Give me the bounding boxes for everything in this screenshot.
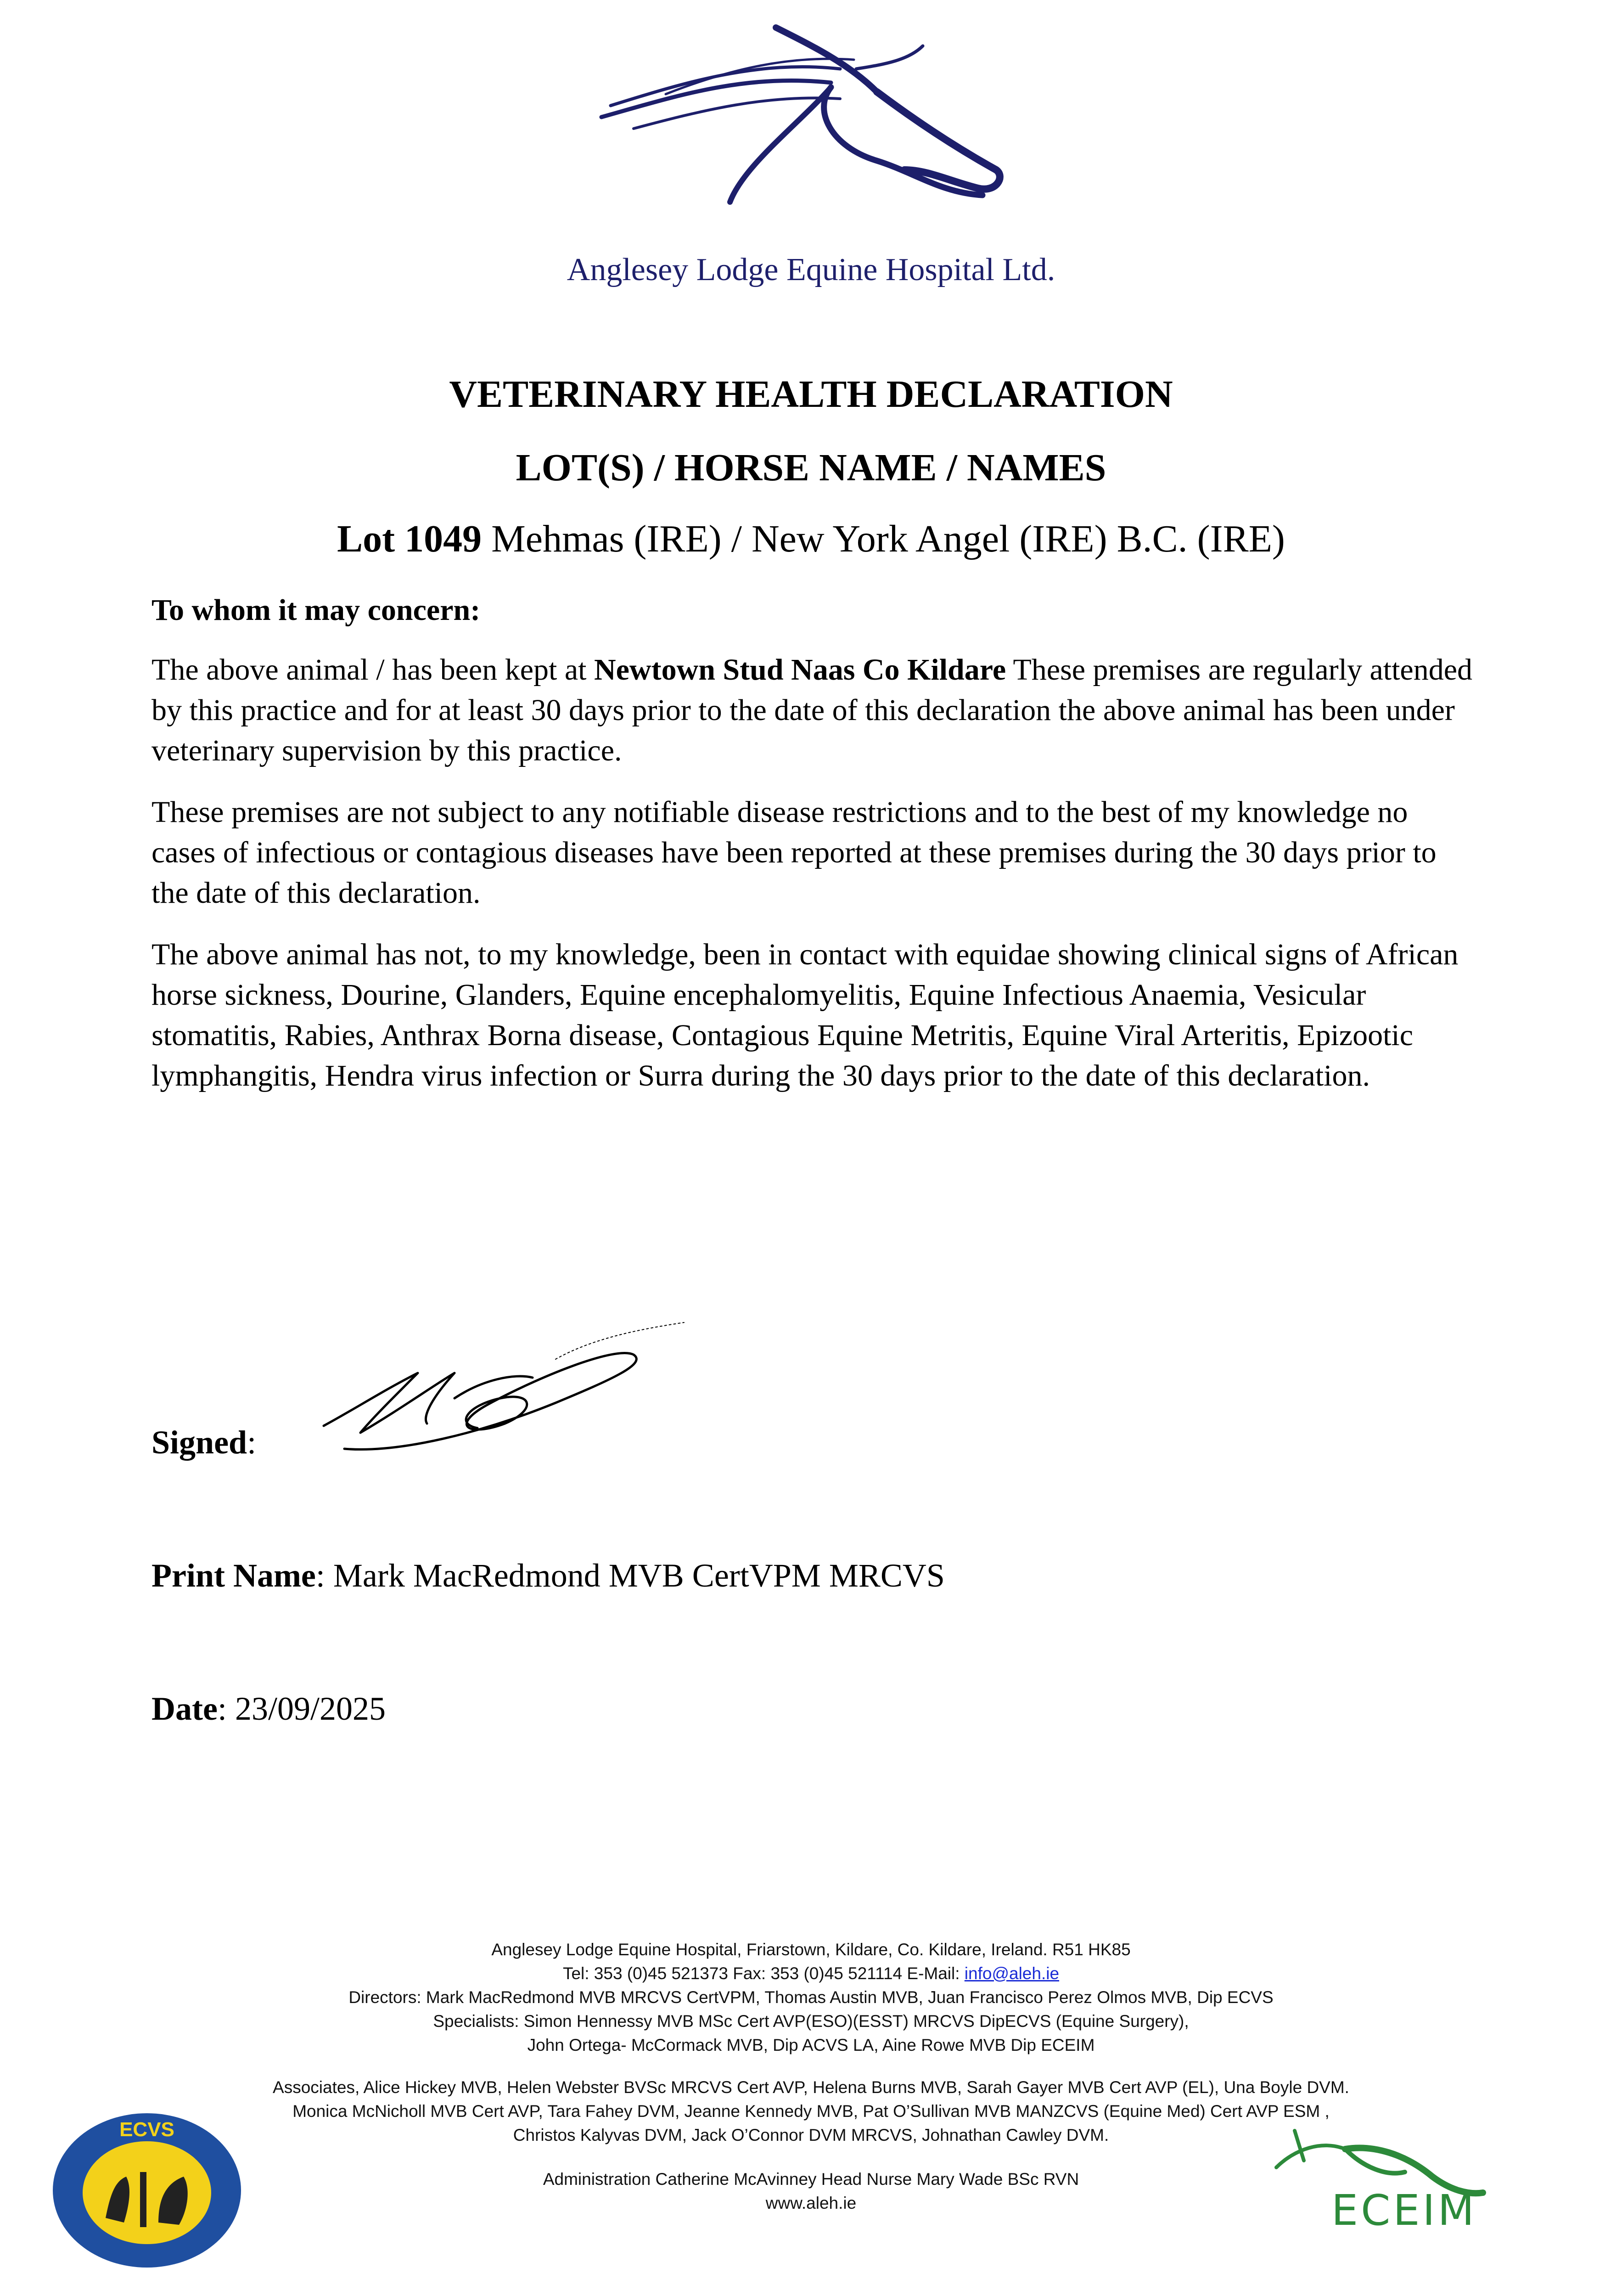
- date-row: [152, 1690, 386, 1728]
- footer-admin: Administration Catherine McAvinney Head Nurse Mary Wade BSc RVN: [543, 2170, 1079, 2189]
- eceim-logo-text: ECEIM: [1331, 2186, 1477, 2235]
- print-name-value: : Mark MacRedmond MVB CertVPM MRCVS: [315, 1557, 945, 1594]
- signed-label: Signed: [152, 1424, 247, 1461]
- page-title: VETERINARY HEALTH DECLARATION: [449, 373, 1173, 416]
- footer-address-block: [0, 1938, 1622, 2057]
- hospital-horse-logo: [592, 18, 1019, 207]
- footer-contact: [0, 1962, 1622, 1986]
- handwritten-signature: [317, 1286, 698, 1469]
- print-name-row: [152, 1557, 945, 1595]
- email-link[interactable]: info@aleh.ie: [964, 1964, 1060, 1983]
- restrictions-paragraph: These premises are not subject to any notifiable disease restrictions and to the best of my knowledge no cases of infectious or contagious diseases have been reported at these premises during the 30 days prior to the date of this declaration.: [152, 795, 1437, 910]
- footer-address: Anglesey Lodge Equine Hospital, Friarstown, Kildare, Co. Kildare, Ireland. R51 HK85: [491, 1940, 1131, 1959]
- para1-suffix: These premises are regularly attended by this practice and for at least 30 days prior to the date of this declaration the above animal has been under veterinary supervision by this practice.: [152, 653, 1473, 767]
- footer-associates-3: Christos Kalyvas DVM, Jack O’Connor DVM MRCVS, Johnathan Cawley DVM.: [513, 2126, 1109, 2144]
- lot-number: Lot 1049: [337, 518, 482, 560]
- footer-specialists-1: Specialists: Simon Hennessy MVB MSc Cert AVP(ESO)(ESST) MRCVS DipECVS (Equine Surgery),: [433, 2012, 1189, 2031]
- greeting: To whom it may concern:: [152, 593, 481, 627]
- footer-website: www.aleh.ie: [765, 2194, 857, 2212]
- date-value: : 23/09/2025: [217, 1690, 386, 1727]
- footer-specialists-2: John Ortega- McCormack MVB, Dip ACVS LA, Aine Rowe MVB Dip ECEIM: [527, 2036, 1095, 2054]
- footer-contact-text: Tel: 353 (0)45 521373 Fax: 353 (0)45 521114 E-Mail:: [562, 1964, 965, 1983]
- ecvs-text: ECVS: [119, 2118, 174, 2141]
- horse-description: Mehmas (IRE) / New York Angel (IRE) B.C. (IRE): [482, 518, 1285, 560]
- signed-row: Signed:: [152, 1424, 257, 1461]
- footer-associates-2: Monica McNicholl MVB Cert AVP, Tara Fahey DVM, Jeanne Kennedy MVB, Pat O’Sullivan MVB MANZCVS (Equine Med) Cert AVP ESM ,: [292, 2102, 1330, 2121]
- footer-associates-1: Associates, Alice Hickey MVB, Helen Webster BVSc MRCVS Cert AVP, Helena Burns MVB, Sarah Gayer MVB Cert AVP (EL), Una Boyle DVM.: [273, 2078, 1349, 2097]
- lots-heading: LOT(S) / HORSE NAME / NAMES: [516, 446, 1106, 489]
- premises-paragraph: [152, 650, 1474, 771]
- premises-name: Newtown Stud Naas Co Kildare: [594, 653, 1006, 687]
- diseases-paragraph: The above animal has not, to my knowledge, been in contact with equidae showing clinical signs of African horse sickness, Dourine, Glanders, Equine encephalomyelitis, Equine Infectious Anaemia, Vesicular stomatitis, Rabies, Anthrax Borna disease, Contagious Equine Metritis, Equine Viral Arteritis, Epizootic lymphangitis, Hendra virus infection or Surra during the 30 days prior to the date of this declaration.: [152, 938, 1459, 1092]
- footer-directors: Directors: Mark MacRedmond MVB MRCVS CertVPM, Thomas Austin MVB, Juan Francisco Perez Olmos MVB, Dip ECVS: [348, 1988, 1274, 2007]
- date-label: Date: [152, 1690, 218, 1727]
- hospital-name: Anglesey Lodge Equine Hospital Ltd.: [567, 252, 1055, 287]
- lot-line: [0, 517, 1622, 561]
- print-name-label: Print Name: [152, 1557, 316, 1594]
- para1-prefix: The above animal / has been kept at: [152, 653, 594, 687]
- ecvs-seal-logo: [46, 2108, 248, 2273]
